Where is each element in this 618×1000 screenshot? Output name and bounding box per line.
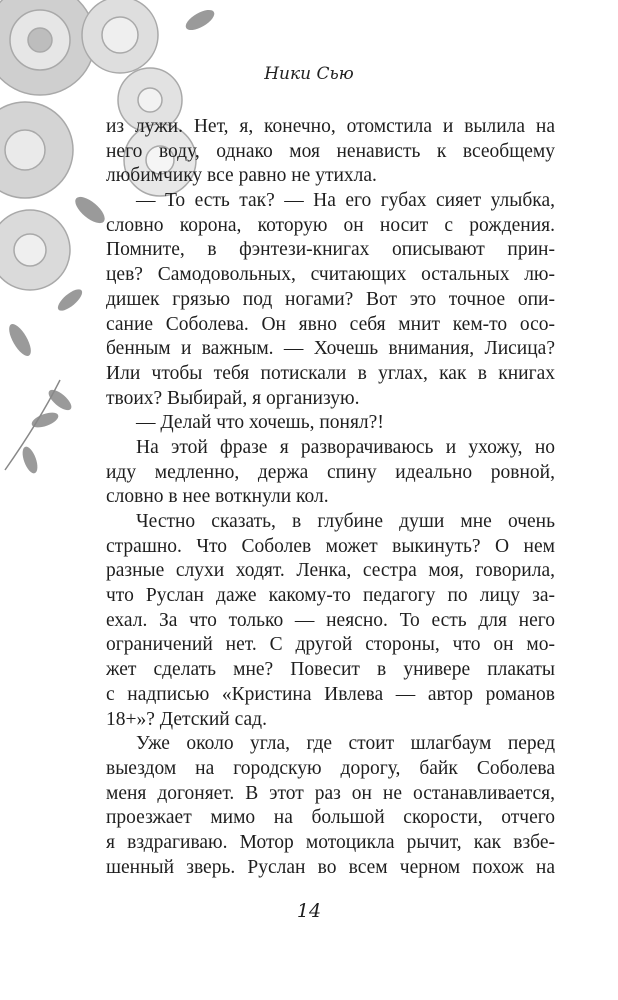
text-line: с надписью «Кристина Ивлева — автор романов (106, 683, 555, 705)
text-line: из лужи. Нет, я, конечно, отомстила и вылила на (106, 116, 555, 137)
text-line: На этой фразе я разворачиваюсь и ухожу, но (136, 436, 555, 458)
page-number: 14 (296, 900, 322, 922)
text-line: Уже около угла, где стоит шлагбаум перед (136, 733, 555, 755)
text-line: разные слухи ходят. Ленка, сестра моя, говорила, (106, 560, 555, 582)
text-line: любимчику все равно не утихла. (106, 165, 377, 187)
text-line: словно в нее воткнули кол. (106, 486, 329, 508)
text-line: Помните, в фэнтези-книгах описывают прин- (106, 239, 555, 261)
text-line: бенным и важным. — Хочешь внимания, Лисица? (106, 338, 555, 360)
text-line: шенный зверь. Руслан во всем черном похож на (106, 856, 555, 878)
text-line: страшно. Что Соболев может выкинуть? О нем (106, 535, 555, 557)
text-line: твоих? Выбирай, я организую. (106, 387, 360, 409)
text-line: сание Соболева. Он явно себя мнит кем-то осо- (106, 313, 555, 335)
text-line: жет сделать мне? Повесит в универе плакаты (106, 659, 555, 681)
text-line: меня догоняет. В этот раз он не останавливается, (106, 782, 555, 804)
text-line: ехал. За что только — неясно. То есть для него (106, 609, 555, 631)
text-line: что Руслан даже какому-то педагогу по лицу за- (106, 585, 555, 607)
text-line: цев? Самодовольных, считающих остальных лю- (106, 264, 555, 286)
text-line: него воду, однако моя ненависть к всеобщему (106, 140, 555, 162)
text-line: Честно сказать, в глубине души мне очень (136, 511, 555, 532)
text-line: словно корона, которую он носит с рождения. (106, 214, 555, 236)
text-line: Или чтобы тебя потискали в углах, как в книгах (106, 362, 555, 384)
text-line: иду медленно, держа спину идеально ровной, (106, 461, 555, 483)
text-line: проезжает мимо на большой скорости, отчего (106, 807, 555, 829)
text-line: я вздрагиваю. Мотор мотоцикла рычит, как взбе- (106, 831, 555, 853)
running-header-author: Ники Сью (264, 64, 354, 84)
text-line: — То есть так? — На его губах сияет улыбка, (136, 190, 555, 212)
text-line: 18+»? Детский сад. (106, 708, 267, 730)
text-line: ограничений нет. С другой стороны, что он мо- (106, 634, 555, 656)
text-line: выездом на городскую дорогу, байк Соболева (106, 757, 555, 779)
page-body-text (106, 115, 555, 880)
text-line: — Делай что хочешь, понял?! (136, 412, 384, 434)
text-line: дишек грязью под ногами? Вот это точное опи- (106, 288, 555, 310)
